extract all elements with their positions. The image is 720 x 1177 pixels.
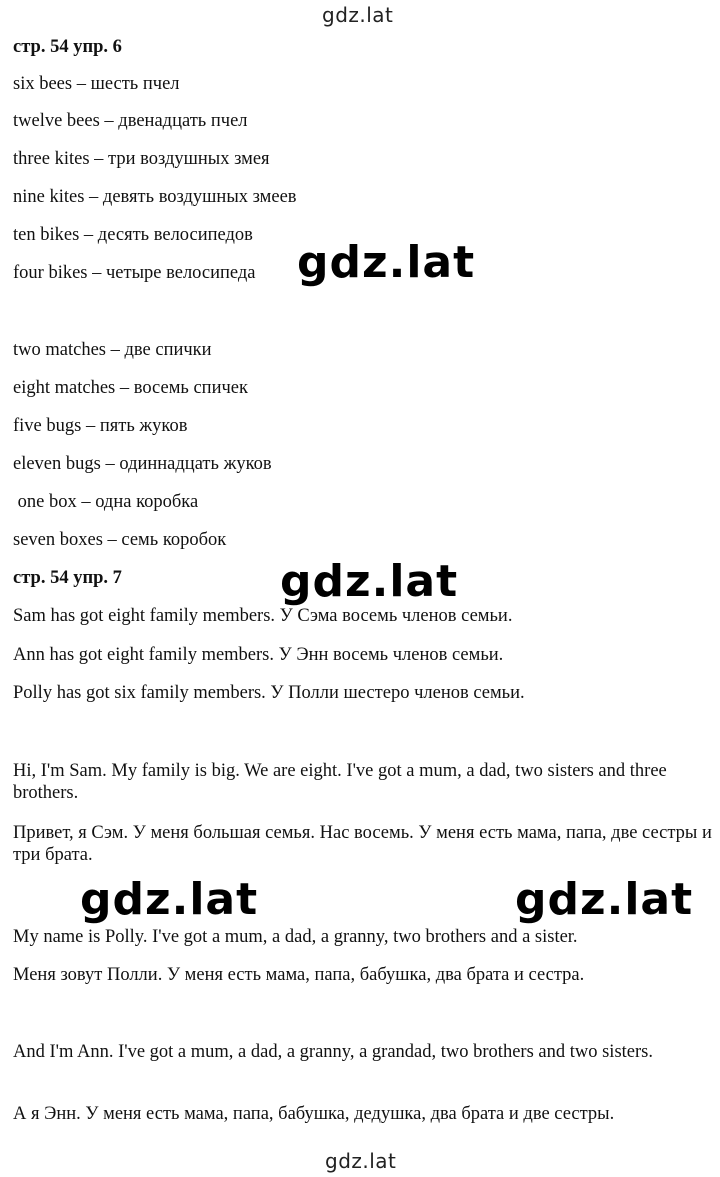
section1-heading: стр. 54 упр. 6 <box>13 37 122 57</box>
summary-line: Sam has got eight family members. У Сэма восемь членов семьи. <box>13 606 513 626</box>
ann-text-ru: А я Энн. У меня есть мама, папа, бабушка, дедушка, два брата и две сестры. <box>13 1104 615 1124</box>
list-item: eight matches – восемь спичек <box>13 378 248 398</box>
list-item: one box – одна коробка <box>13 492 199 512</box>
list-item: eleven bugs – одиннадцать жуков <box>13 454 272 474</box>
list-item: two matches – две спички <box>13 340 212 360</box>
watermark-mid-2: gdz.lat <box>280 556 459 607</box>
list-item: seven boxes – семь коробок <box>13 530 227 550</box>
watermark-bottom: gdz.lat <box>325 1149 397 1173</box>
list-item: ten bikes – десять велосипедов <box>13 225 253 245</box>
section2-heading: стр. 54 упр. 7 <box>13 568 122 588</box>
list-item: twelve bees – двенадцать пчел <box>13 111 248 131</box>
list-item: three kites – три воздушных змея <box>13 149 270 169</box>
ann-text-en: And I'm Ann. I've got a mum, a dad, a granny, a grandad, two brothers and two sisters. <box>13 1042 653 1062</box>
watermark-top: gdz.lat <box>322 3 394 27</box>
summary-line: Ann has got eight family members. У Энн восемь членов семьи. <box>13 645 504 665</box>
polly-text-ru: Меня зовут Полли. У меня есть мама, папа, бабушка, два брата и сестра. <box>13 965 585 985</box>
list-item: nine kites – девять воздушных змеев <box>13 187 297 207</box>
watermark-mid-1: gdz.lat <box>297 237 476 288</box>
sam-text-ru: Привет, я Сэм. У меня большая семья. Нас восемь. У меня есть мама, папа, две сестры и три брата. <box>13 823 712 865</box>
polly-text-en: My name is Polly. I've got a mum, a dad, a granny, two brothers and a sister. <box>13 927 578 947</box>
sam-text-en: Hi, I'm Sam. My family is big. We are eight. I've got a mum, a dad, two sisters and three brothers. <box>13 761 667 803</box>
list-item: four bikes – четыре велосипеда <box>13 263 256 283</box>
list-item: six bees – шесть пчел <box>13 74 180 94</box>
list-item: five bugs – пять жуков <box>13 416 188 436</box>
watermark-mid-3: gdz.lat <box>80 874 259 925</box>
summary-line: Polly has got six family members. У Полли шестеро членов семьи. <box>13 683 525 703</box>
watermark-mid-4: gdz.lat <box>515 874 694 925</box>
